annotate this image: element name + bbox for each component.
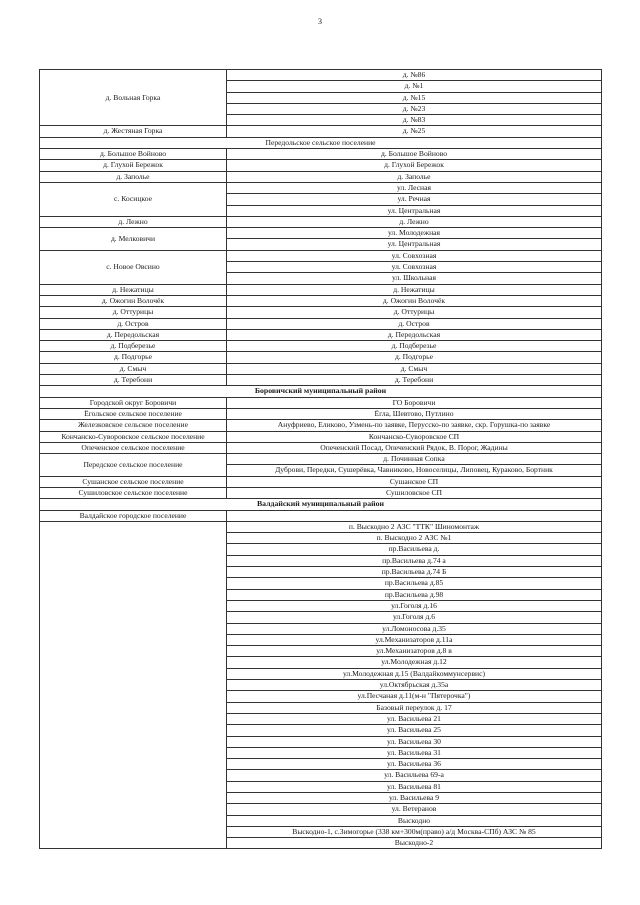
- empty-cell: [227, 510, 602, 521]
- address-cell: д. Ожогин Волочёк: [227, 295, 602, 306]
- settlement-cell: Ёгольское сельское поселение: [40, 408, 227, 419]
- address-cell: ул. Васильева 30: [227, 736, 602, 747]
- table-row: [40, 420, 602, 431]
- settlement-cell: Железковское сельское поселение: [40, 420, 227, 431]
- settlements-table: [39, 69, 602, 849]
- settlement-cell: Сушиловское сельское поселение: [40, 487, 227, 498]
- settlement-cell: д. Лежно: [40, 216, 227, 227]
- address-cell: ул.Молодежная д.12: [227, 657, 602, 668]
- address-cell: д. Нежатицы: [227, 284, 602, 295]
- table-row: [40, 329, 602, 340]
- subsection-title: Валдайское городское поселение: [40, 510, 227, 521]
- table-row: [40, 352, 602, 363]
- settlement-cell: д. Остров: [40, 318, 227, 329]
- settlement-cell: д. Вольная Горка: [40, 70, 227, 126]
- settlement-cell: д. Глухой Бережок: [40, 160, 227, 171]
- address-cell: п. Выскодно 2 АЗС "ТТК" Шиномонтаж: [227, 521, 602, 532]
- address-cell: Выскодно-2: [227, 838, 602, 849]
- settlement-cell: д. Мелковичи: [40, 228, 227, 251]
- address-cell: д. №23: [227, 103, 602, 114]
- address-cell: д. Остров: [227, 318, 602, 329]
- address-cell: ул. Васильева 9: [227, 793, 602, 804]
- settlement-cell: д. Нежатицы: [40, 284, 227, 295]
- address-cell: ул.Гоголя д.16: [227, 600, 602, 611]
- address-cell: д. Лежно: [227, 216, 602, 227]
- address-cell: ул.Гоголя д.6: [227, 612, 602, 623]
- address-cell: д. Подгорье: [227, 352, 602, 363]
- table-row: [40, 397, 602, 408]
- address-cell: ул.Механизаторов д.8 в: [227, 646, 602, 657]
- address-cell: д. №1: [227, 81, 602, 92]
- settlement-cell: д. Ожогин Волочёк: [40, 295, 227, 306]
- address-cell: ул.Ломоносова д.35: [227, 623, 602, 634]
- settlement-cell: д. Заполье: [40, 171, 227, 182]
- settlement-cell: д. Жестяная Горка: [40, 126, 227, 137]
- address-cell: д. Подберезье: [227, 341, 602, 352]
- table-row: [40, 375, 602, 386]
- settlement-cell: д. Смыч: [40, 363, 227, 374]
- address-cell: ул. Школьная: [227, 273, 602, 284]
- address-cell: ул. Васильева 25: [227, 725, 602, 736]
- table-row: [40, 149, 602, 160]
- table-row: [40, 228, 602, 239]
- address-cell: ул. Молодежная: [227, 228, 602, 239]
- address-cell: п. Выскодно 2 АЗС №1: [227, 533, 602, 544]
- table-row: [40, 250, 602, 261]
- address-cell: ул. Васильева 31: [227, 747, 602, 758]
- address-cell: Кончанско-Суворовское СП: [227, 431, 602, 442]
- settlement-cell: д. Большое Войново: [40, 149, 227, 160]
- address-cell: Базовый переулок д. 17: [227, 702, 602, 713]
- address-cell: Опеченский Посад, Опеченский Рядок, В. Порог, Жадины: [227, 442, 602, 453]
- table-row: [40, 363, 602, 374]
- table-row: [40, 318, 602, 329]
- address-cell: д. Починная Сопка: [227, 454, 602, 465]
- table-row: [40, 442, 602, 453]
- address-cell: д. Передольская: [227, 329, 602, 340]
- settlement-cell: Сушанское сельское поселение: [40, 476, 227, 487]
- address-cell: ул. Васильева 36: [227, 759, 602, 770]
- settlement-cell: д. Подгорье: [40, 352, 227, 363]
- address-cell: пр.Васильева д.98: [227, 589, 602, 600]
- table-row: [40, 182, 602, 193]
- table-row: [40, 295, 602, 306]
- address-cell: д. Глухой Бережок: [227, 160, 602, 171]
- address-cell: ул. Центральная: [227, 205, 602, 216]
- address-cell: д. Большое Войново: [227, 149, 602, 160]
- address-cell: д. №83: [227, 115, 602, 126]
- address-cell: Дуброви, Передки, Сушерёвка, Чавниково, Новоселицы, Липовец, Кураково, Бортник: [227, 465, 602, 476]
- table-row: [40, 431, 602, 442]
- settlement-cell: д. Подберезье: [40, 341, 227, 352]
- address-cell: д. Заполье: [227, 171, 602, 182]
- address-cell: ул. Совхозная: [227, 262, 602, 273]
- address-cell: Ануфриево, Еликово, Узмень-по заявке, Перусско-по заявке, скр. Горушка-по заявке: [227, 420, 602, 431]
- address-cell: ул.Механизаторов д.11а: [227, 634, 602, 645]
- settlement-cell: д. Передольская: [40, 329, 227, 340]
- section-title: Боровичский муниципальный район: [40, 386, 602, 397]
- table-row: [40, 216, 602, 227]
- address-cell: д. №25: [227, 126, 602, 137]
- section-row: [40, 137, 602, 148]
- address-cell: ул. Речная: [227, 194, 602, 205]
- address-cell: ул. Васильева 69-а: [227, 770, 602, 781]
- table-row: [40, 171, 602, 182]
- settlement-cell: Городской округ Боровичи: [40, 397, 227, 408]
- section-row: [40, 499, 602, 510]
- address-cell: ул. Лесная: [227, 182, 602, 193]
- settlement-cell: д. Оттурицы: [40, 307, 227, 318]
- settlement-cell: [40, 521, 227, 849]
- table-row: [40, 454, 602, 465]
- address-cell: ул. Ветеранов: [227, 804, 602, 815]
- table-row: [40, 70, 602, 81]
- address-cell: ул.Октябрьская д.35а: [227, 680, 602, 691]
- address-cell: д. Смыч: [227, 363, 602, 374]
- subsection-row: [40, 510, 602, 521]
- settlement-cell: Кончанско-Суворовское сельское поселение: [40, 431, 227, 442]
- settlement-cell: с. Косицкое: [40, 182, 227, 216]
- address-cell: ул. Васильева 81: [227, 781, 602, 792]
- settlement-cell: д. Теребони: [40, 375, 227, 386]
- address-cell: ул. Совхозная: [227, 250, 602, 261]
- address-cell: ул.Молодежная д.15 (Валдайкоммунсервис): [227, 668, 602, 679]
- page-number: 3: [318, 17, 322, 26]
- table-row: [40, 126, 602, 137]
- section-title: Передольское сельское поселение: [40, 137, 602, 148]
- address-cell: ГО Боровичи: [227, 397, 602, 408]
- address-cell: пр.Васильева д.74 а: [227, 555, 602, 566]
- address-cell: Ёгла, Шевтово, Путлино: [227, 408, 602, 419]
- section-row: [40, 386, 602, 397]
- address-cell: д. №15: [227, 92, 602, 103]
- address-cell: ул. Центральная: [227, 239, 602, 250]
- section-title: Валдайский муниципальный район: [40, 499, 602, 510]
- address-cell: ул. Васильева 21: [227, 713, 602, 724]
- address-cell: пр.Васильева д.74 Б: [227, 567, 602, 578]
- address-cell: ул.Песчаная д.11(м-н "Пятерочка"): [227, 691, 602, 702]
- table-row: [40, 408, 602, 419]
- address-cell: Сушанское СП: [227, 476, 602, 487]
- address-cell: д. Оттурицы: [227, 307, 602, 318]
- address-cell: д. №86: [227, 70, 602, 81]
- address-cell: Выскодно: [227, 815, 602, 826]
- table-row: [40, 487, 602, 498]
- address-cell: пр.Васильева д.: [227, 544, 602, 555]
- table-row: [40, 341, 602, 352]
- settlement-cell: Передское сельское поселение: [40, 454, 227, 477]
- table-row: [40, 160, 602, 171]
- table-row: [40, 284, 602, 295]
- settlement-cell: с. Новое Овсино: [40, 250, 227, 284]
- settlement-cell: Опеченское сельское поселение: [40, 442, 227, 453]
- table-row: [40, 521, 602, 532]
- address-cell: пр.Васильева д.85: [227, 578, 602, 589]
- address-cell: Сушиловское СП: [227, 487, 602, 498]
- table-row: [40, 476, 602, 487]
- address-cell: д. Теребони: [227, 375, 602, 386]
- table-row: [40, 307, 602, 318]
- address-cell: Выскодно-1, с.Зимогорье (338 км+300м(право) а/д Москва-СПб) АЗС № 85: [227, 826, 602, 837]
